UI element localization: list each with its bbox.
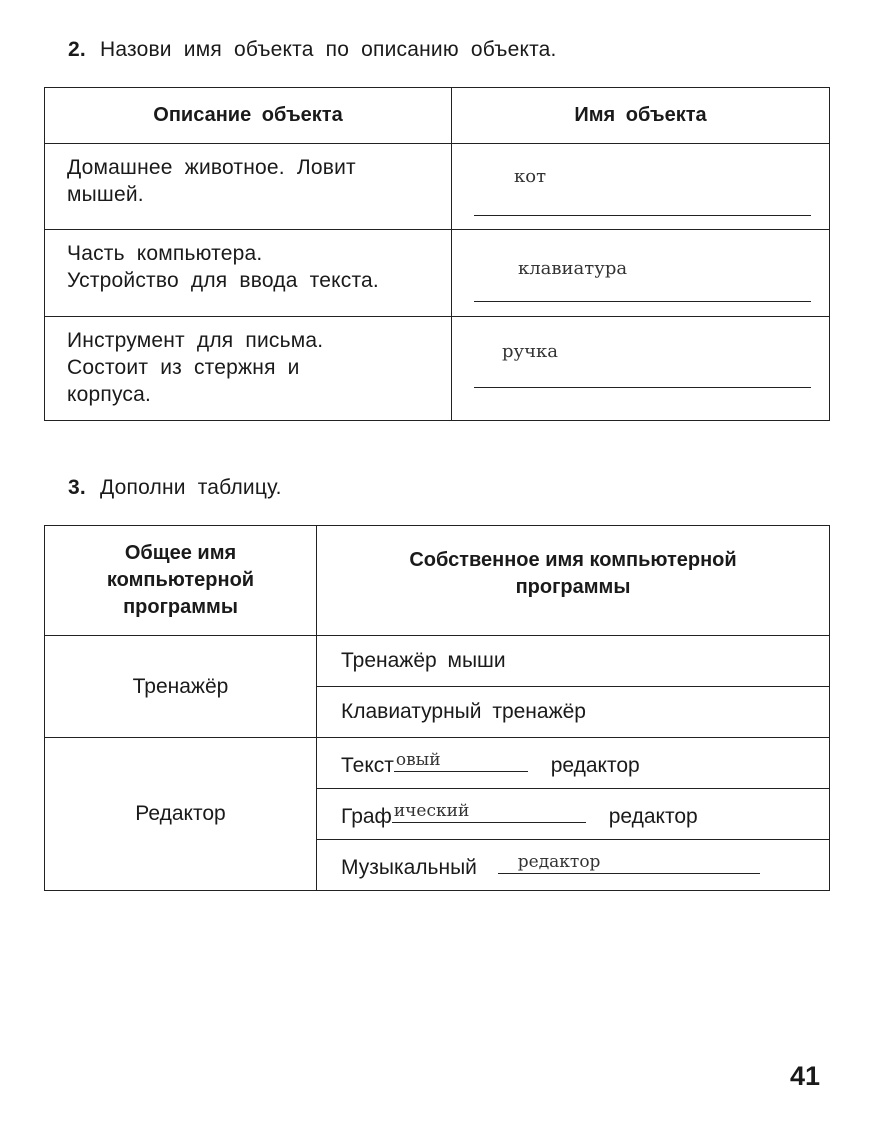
general-name-cell: Редактор bbox=[45, 738, 317, 891]
object-name-table bbox=[44, 87, 830, 421]
handwritten-answer: ический bbox=[393, 800, 470, 821]
handwritten-answer: ручка bbox=[502, 341, 558, 362]
table-row bbox=[45, 144, 830, 230]
fill-in-blank[interactable] bbox=[394, 749, 528, 772]
header-description: Описание объекта bbox=[45, 88, 452, 144]
handwritten-answer: редактор bbox=[517, 851, 601, 872]
table-header-row bbox=[45, 88, 830, 144]
table-row bbox=[45, 317, 830, 421]
task-3-text: Дополни таблицу. bbox=[99, 476, 282, 499]
answer-line bbox=[474, 387, 811, 388]
task-2-text: Назови имя объекта по описанию объекта. bbox=[99, 38, 557, 61]
description-cell: Часть компьютера. Устройство для ввода текста. bbox=[45, 230, 452, 317]
table-header-row bbox=[45, 526, 830, 636]
description-cell: Инструмент для письма. Состоит из стержня и корпуса. bbox=[45, 317, 452, 421]
proper-name-cell: Граф ический редактор bbox=[317, 789, 830, 840]
answer-line bbox=[474, 301, 811, 302]
proper-name-cell: Тренажёр мыши bbox=[317, 636, 830, 687]
proper-name-cell: Клавиатурный тренажёр bbox=[317, 687, 830, 738]
task-2-title bbox=[68, 38, 557, 62]
handwritten-answer: овый bbox=[395, 749, 441, 770]
answer-line bbox=[474, 215, 811, 216]
answer-cell[interactable] bbox=[452, 230, 830, 317]
table-row bbox=[45, 230, 830, 317]
answer-cell[interactable] bbox=[452, 144, 830, 230]
answer-cell[interactable] bbox=[452, 317, 830, 421]
fill-in-blank[interactable] bbox=[498, 851, 760, 874]
page-number: 41 bbox=[790, 1061, 821, 1091]
table-row bbox=[45, 738, 830, 789]
handwritten-answer: кот bbox=[514, 166, 547, 187]
table-row bbox=[45, 636, 830, 687]
fill-in-blank[interactable] bbox=[392, 800, 586, 823]
program-names-table bbox=[44, 525, 830, 891]
header-object-name: Имя объекта bbox=[452, 88, 830, 144]
proper-name-cell: Музыкальный редактор bbox=[317, 840, 830, 891]
description-cell: Домашнее животное. Ловит мышей. bbox=[45, 144, 452, 230]
header-proper-name: Собственное имя компьютерной программы bbox=[317, 526, 830, 636]
handwritten-answer: клавиатура bbox=[518, 258, 628, 279]
task-3-title bbox=[68, 476, 282, 500]
general-name-cell: Тренажёр bbox=[45, 636, 317, 738]
task-3-number: 3. bbox=[68, 476, 86, 499]
header-general-name: Общее имя компьютерной программы bbox=[45, 526, 317, 636]
task-2-number: 2. bbox=[68, 38, 86, 61]
proper-name-cell: Текст овый редактор bbox=[317, 738, 830, 789]
